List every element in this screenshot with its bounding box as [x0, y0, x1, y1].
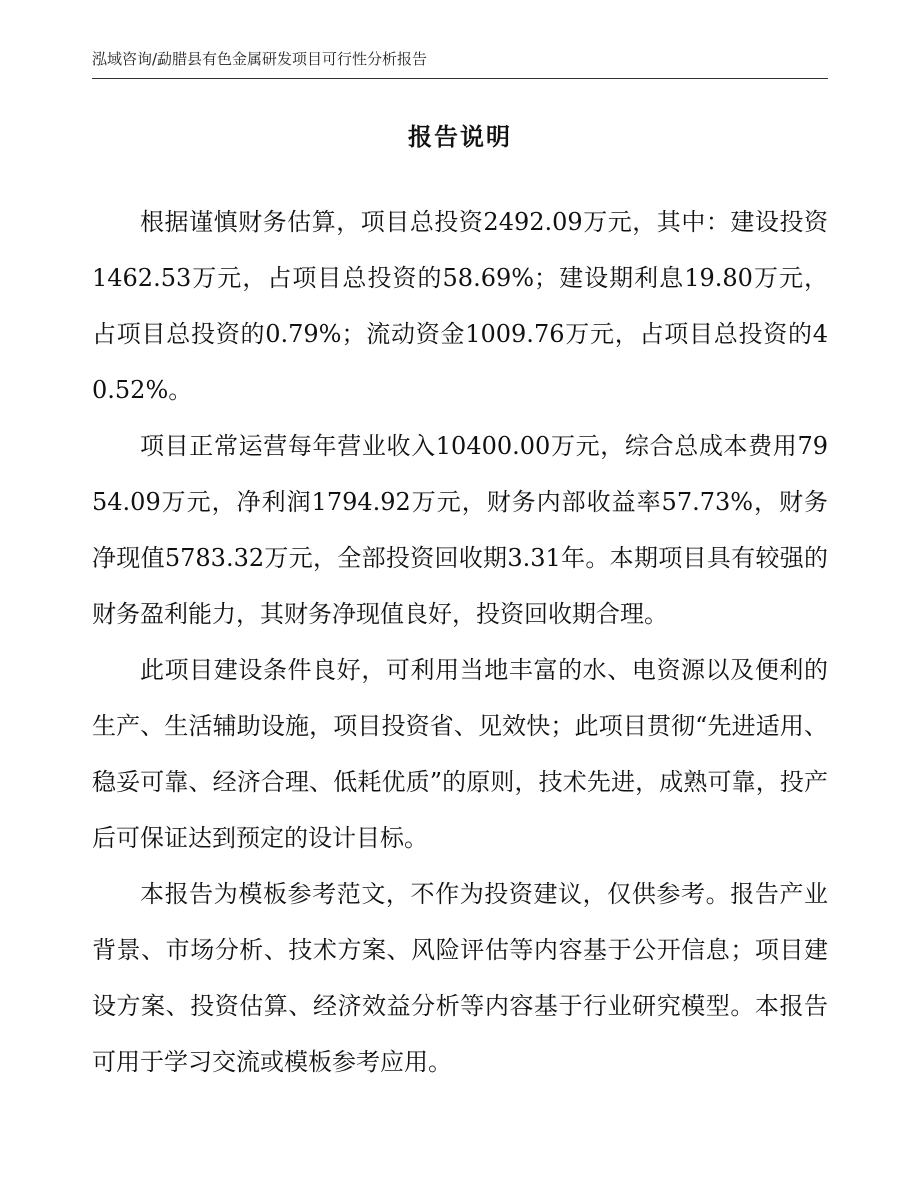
report-body — [92, 194, 828, 1090]
paragraph-operations: 项目正常运营每年营业收入10400.00万元，综合总成本费用7954.09万元，净利润1794.92万元，财务内部收益率57.73%，财务净现值5783.32万元，全部投资回收期3.31年。本期项目具有较强的财务盈利能力，其财务净现值良好，投资回收期合理。 — [92, 432, 828, 628]
paragraph-conditions: 此项目建设条件良好，可利用当地丰富的水、电资源以及便利的生产、生活辅助设施，项目投资省、见效快；此项目贯彻“先进适用、稳妥可靠、经济合理、低耗优质”的原则，技术先进，成熟可靠，投产后可保证达到预定的设计目标。 — [92, 656, 828, 852]
page-title: 报告说明 — [408, 123, 512, 151]
paragraph-disclaimer: 本报告为模板参考范文，不作为投资建议，仅供参考。报告产业背景、市场分析、技术方案、风险评估等内容基于公开信息；项目建设方案、投资估算、经济效益分析等内容基于行业研究模型。本报告可用于学习交流或模板参考应用。 — [92, 880, 828, 1076]
paragraph-investment: 根据谨慎财务估算，项目总投资2492.09万元，其中：建设投资1462.53万元，占项目总投资的58.69%；建设期利息19.80万元，占项目总投资的0.79%；流动资金1009.76万元，占项目总投资的40.52%。 — [92, 208, 828, 404]
running-header: 泓域咨询/勐腊县有色金属研发项目可行性分析报告 — [92, 48, 828, 79]
